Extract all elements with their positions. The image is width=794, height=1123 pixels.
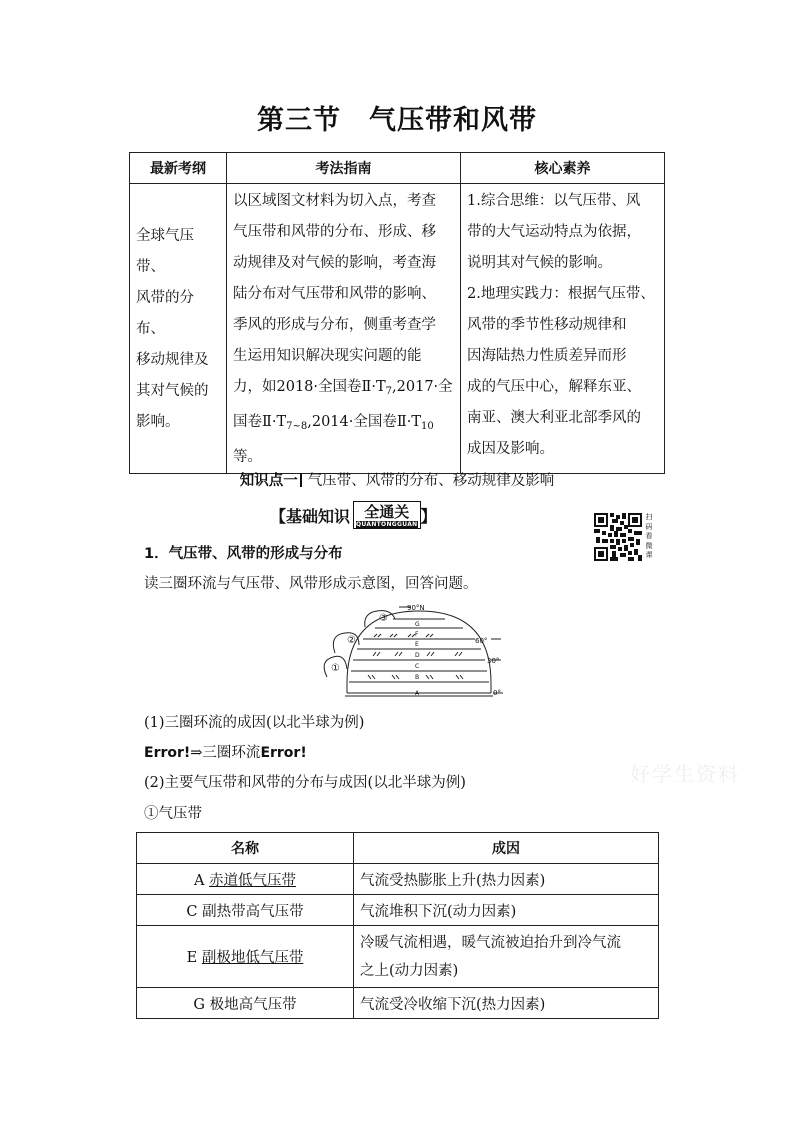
table-row: A 赤道低气压带 气流受热膨胀上升(热力因素) <box>137 864 659 895</box>
lat-label: 60° <box>475 637 488 645</box>
pressure-belt-table <box>136 832 659 1019</box>
band-letter: F <box>415 631 419 638</box>
cell-label: ③ <box>379 613 388 624</box>
table-header: 最新考纲 <box>130 153 227 184</box>
band-letter: C <box>415 663 420 670</box>
band-letter: E <box>415 641 419 648</box>
table-row: E 副极地低气压带 冷暖气流相遇，暖气流被迫抬升到冷气流 之上(动力因素) <box>137 926 659 988</box>
question-1: (1)三圈环流的成因(以北半球为例) <box>144 715 365 731</box>
error-line: Error!⇒三圈环流Error! <box>144 745 307 761</box>
lat-90-label: 90°N <box>407 604 425 612</box>
table-header: 考法指南 <box>227 153 461 184</box>
band-letter: B <box>415 674 420 681</box>
quantongguan-badge: 全通关 QUANTONGGUAN <box>353 501 420 529</box>
cell-label: ① <box>331 663 340 674</box>
page-title: 第三节 气压带和风带 <box>257 105 537 136</box>
intro-text: 读三圈环流与气压带、风带形成示意图，回答问题。 <box>144 576 478 592</box>
lat-label: 30° <box>487 657 500 665</box>
cell-label: ② <box>347 635 356 646</box>
watermark: 好学生资料 <box>630 762 740 786</box>
curriculum-table <box>129 152 665 474</box>
band-letter: D <box>415 652 420 659</box>
knowledge-point-heading: 知识点一 气压带、风带的分布、移动规律及影响 <box>239 473 555 489</box>
table-row: C 副热带高气压带 气流堆积下沉(动力因素) <box>137 895 659 926</box>
table-header: 成因 <box>354 833 659 864</box>
core-literacy-cell: 1.综合思维：以气压带、风 带的大气运动特点为依据， 说明其对气候的影响。 2.地理实践力：根据气压带、 风带的季节性移动规律和 因海陆热力性质差异而形 成的气压中心，解释东亚、 南亚、澳大利亚北部季风的 成因及影响。 <box>461 184 665 474</box>
table-header: 名称 <box>137 833 354 864</box>
section-banner: 【基础知识 全通关 QUANTONGGUAN 】 <box>270 503 437 528</box>
exam-guide-cell: 以区域图文材料为切入点，考查 气压带和风带的分布、形成、移 动规律及对气候的影响，考查海 陆分布对气压带和风带的影响、 季风的形成与分布，侧重考查学 生运用知识解决现实问题的能 力，如2018·全国卷$Ⅱ\cdot T_7,2017\cdot$全 国卷$Ⅱ\cdot T_{7\sim 8},2014\cdot$全国卷$Ⅱ\cdot T_{10}$ 等。 <box>227 184 461 474</box>
qr-caption: 扫 码 看 微 课 <box>645 513 653 559</box>
table-header: 核心素养 <box>461 153 665 184</box>
band-letter: G <box>415 621 420 628</box>
section-heading: 1．气压带、风带的形成与分布 <box>144 546 343 562</box>
qr-code[interactable] <box>594 513 642 565</box>
band-letter: A <box>415 690 420 697</box>
sub-heading-pressure-belts: ①气压带 <box>144 806 202 822</box>
syllabus-cell: 全球气压带、 风带的分布、 移动规律及 其对气候的 影响。 <box>130 184 227 474</box>
circulation-diagram <box>315 601 515 705</box>
question-2: (2)主要气压带和风带的分布与成因(以北半球为例) <box>144 775 466 791</box>
table-row: G 极地高气压带 气流受冷收缩下沉(热力因素) <box>137 988 659 1019</box>
lat-label: 0° <box>493 689 501 697</box>
